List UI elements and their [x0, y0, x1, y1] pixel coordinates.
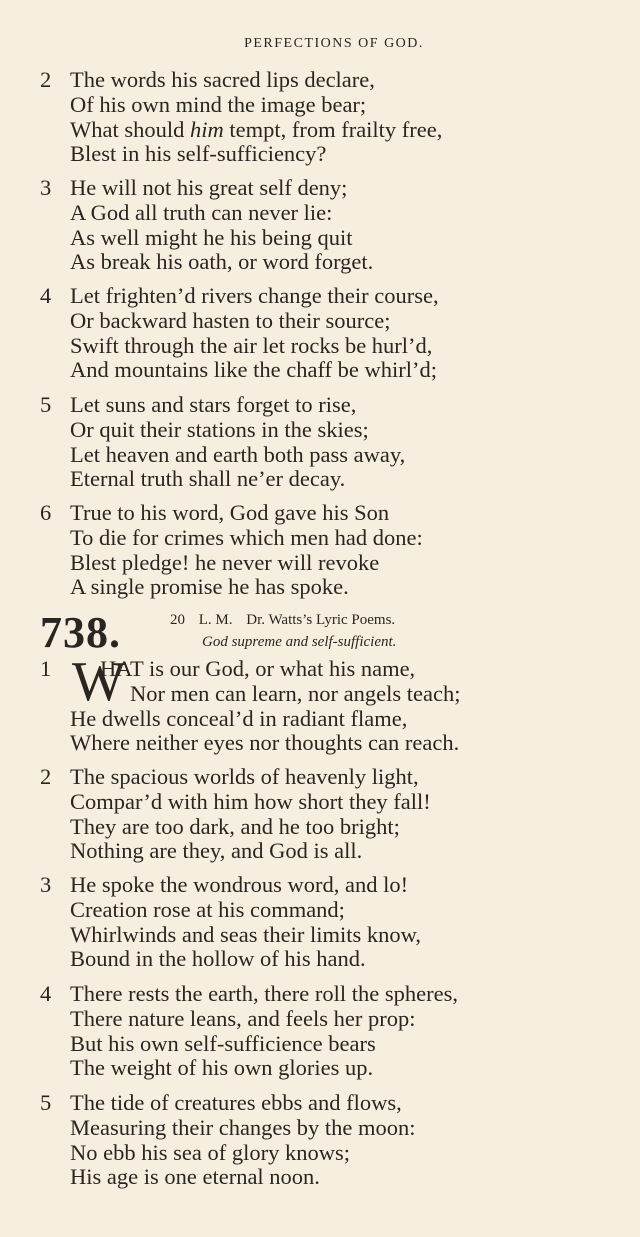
line-text: He spoke the wondrous word, and lo!: [70, 872, 409, 897]
stanza-4: [40, 982, 630, 1081]
stanza-line: [40, 982, 630, 1007]
stanza-number: 1: [40, 656, 52, 681]
stanza-line: And mountains like the chaff be whirl’d;: [70, 357, 437, 383]
stanza-line: He dwells conceal’d in radiant flame,: [70, 705, 408, 731]
stanza-number: 5: [40, 392, 52, 417]
stanza-line: [40, 765, 630, 790]
stanza-4-top: [40, 284, 630, 383]
tune-number: 20: [170, 612, 185, 628]
line-text: What should: [70, 116, 190, 142]
stanza-line: Creation rose at his command;: [70, 896, 345, 922]
stanza-line: Eternal truth shall ne’er decay.: [70, 466, 346, 492]
hymn-source: Dr. Watts’s Lyric Poems.: [246, 612, 396, 628]
stanza-number: 5: [40, 1090, 52, 1115]
line-text: He will not his great self deny;: [70, 175, 348, 200]
stanza-line: Of his own mind the image bear;: [70, 91, 367, 117]
stanza-2: [40, 765, 630, 864]
stanza-2-top: [40, 68, 630, 167]
stanza-line: [40, 501, 630, 526]
stanza-line: [40, 68, 630, 93]
stanza-line: [40, 393, 630, 418]
line-text: The spacious worlds of heavenly light,: [70, 764, 419, 789]
stanza-line: [40, 284, 630, 309]
drop-cap: W: [72, 651, 125, 713]
hymn-subtitle: God supreme and self-sufficient.: [202, 634, 397, 650]
meter: L. M.: [198, 612, 233, 628]
stanza-line: [40, 176, 630, 201]
line-text: True to his word, God gave his Son: [70, 500, 390, 525]
stanza-line: [40, 118, 630, 143]
italic-word: him: [189, 116, 224, 142]
stanza-line: [40, 657, 630, 682]
stanza-line: Blest pledge! he never will revoke: [70, 549, 380, 575]
stanza-line: As well might he his being quit: [70, 224, 353, 250]
running-head: PERFECTIONS OF GOD.: [244, 36, 424, 51]
stanza-number: 3: [40, 872, 52, 897]
stanza-line: His age is one eternal noon.: [70, 1164, 320, 1190]
stanza-number: 3: [40, 175, 52, 200]
stanza-line: They are too dark, and he too bright;: [70, 813, 400, 839]
stanza-number: 2: [40, 764, 52, 789]
line-text: Let suns and stars forget to rise,: [70, 392, 357, 417]
stanza-line: Nor men can learn, nor angels teach;: [130, 680, 461, 706]
stanza-line: Bound in the hollow of his hand.: [70, 946, 366, 972]
stanza-line: Let heaven and earth both pass away,: [70, 441, 406, 467]
stanza-5-top: [40, 393, 630, 492]
stanza-line: A single promise he has spoke.: [70, 574, 349, 600]
stanza-line: Where neither eyes nor thoughts can reach.: [70, 730, 460, 756]
hymn-number: 738.: [40, 608, 121, 657]
stanza-line: The weight of his own glories up.: [70, 1055, 374, 1081]
stanza-5: [40, 1091, 630, 1190]
hymn-meta: [170, 612, 405, 629]
stanza-number: 6: [40, 500, 52, 525]
stanza-line: [40, 873, 630, 898]
stanza-6-top: [40, 501, 630, 600]
stanza-number: 4: [40, 981, 52, 1006]
stanza-line: To die for crimes which men had done:: [70, 524, 423, 550]
stanza-line: Or backward hasten to their source;: [70, 307, 391, 333]
line-text: The words his sacred lips declare,: [70, 67, 375, 92]
stanza-line: As break his oath, or word forget.: [70, 249, 374, 275]
stanza-line: No ebb his sea of glory knows;: [70, 1139, 350, 1165]
stanza-line: [40, 1091, 630, 1116]
stanza-1: [40, 657, 630, 756]
stanza-line: Nothing are they, and God is all.: [70, 838, 363, 864]
line-text: Let frighten’d rivers change their course,: [70, 283, 439, 308]
line-text: tempt, from frailty free,: [223, 116, 443, 142]
stanza-line: Whirlwinds and seas their limits know,: [70, 921, 421, 947]
stanza-line: Compar’d with him how short they fall!: [70, 788, 431, 814]
line-text: There rests the earth, there roll the spheres,: [70, 981, 458, 1006]
stanza-line: But his own self-sufficience bears: [70, 1030, 376, 1056]
line-text: HAT is our God, or what his name,: [100, 656, 416, 681]
stanza-line: Measuring their changes by the moon:: [70, 1114, 416, 1140]
stanza-number: 2: [40, 67, 52, 92]
stanza-3-top: [40, 176, 630, 275]
stanza-3: [40, 873, 630, 972]
stanza-line: There nature leans, and feels her prop:: [70, 1005, 416, 1031]
stanza-line: Blest in his self-sufficiency?: [70, 141, 327, 167]
stanza-line: Or quit their stations in the skies;: [70, 416, 369, 442]
line-text: The tide of creatures ebbs and flows,: [70, 1090, 402, 1115]
stanza-line: Swift through the air let rocks be hurl’d,: [70, 332, 433, 358]
stanza-number: 4: [40, 283, 52, 308]
stanza-line: A God all truth can never lie:: [70, 199, 333, 225]
